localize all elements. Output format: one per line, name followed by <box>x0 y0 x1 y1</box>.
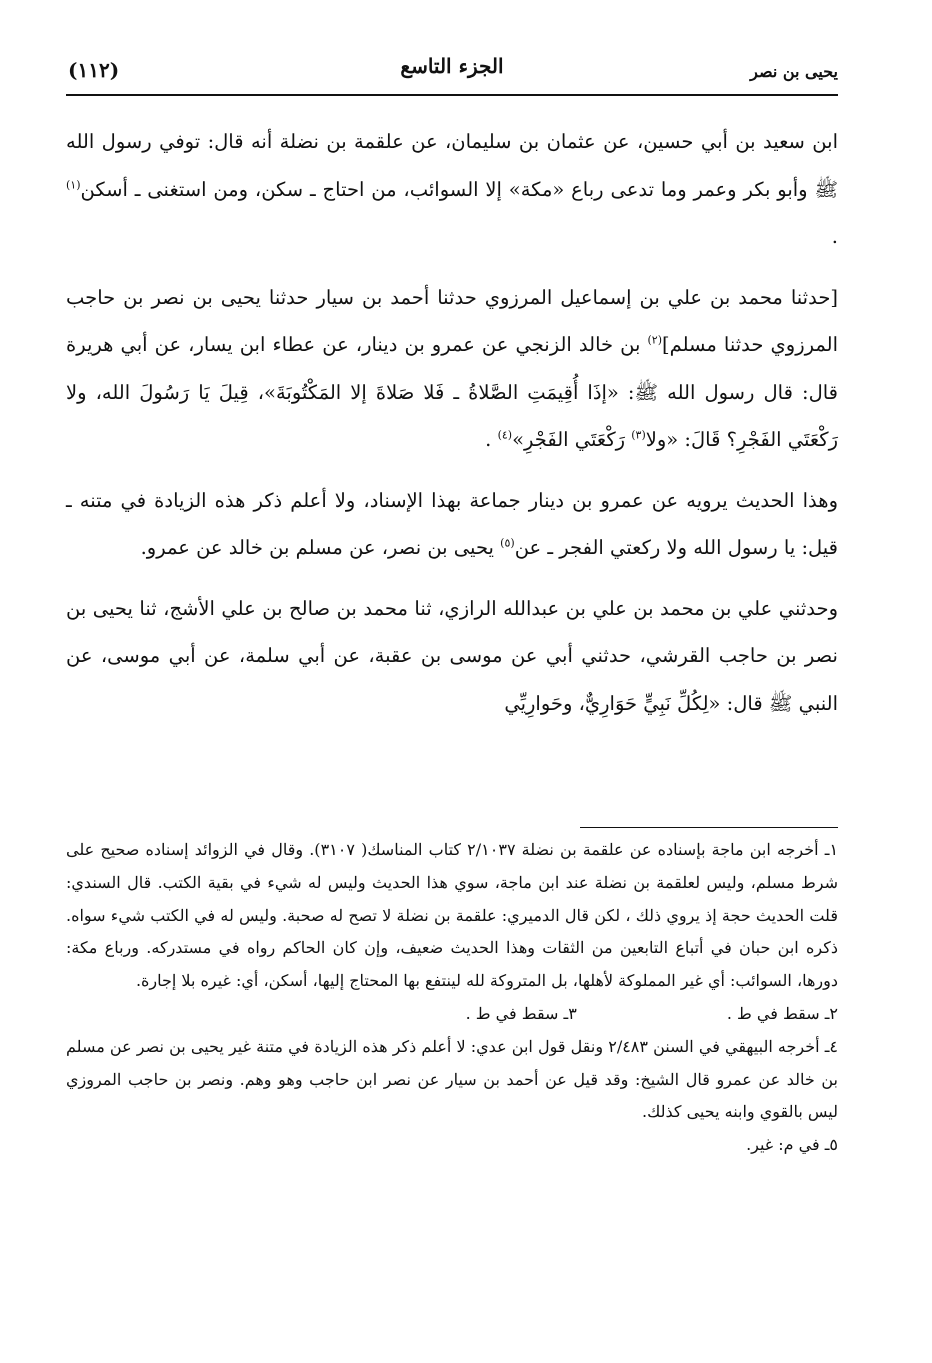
footnote-5: ٥ـ في م: غير. <box>746 1135 838 1155</box>
paragraph-4 <box>66 585 838 728</box>
note-marker-3: (٣) <box>631 428 646 442</box>
footnote-2: ٢ـ سقط في ط . <box>726 1003 838 1023</box>
running-head-author: يحيى بن نصر <box>750 62 838 81</box>
footnotes <box>66 834 838 1162</box>
paragraph-3 <box>66 477 838 572</box>
paragraph-1: ابن سعيد بن أبي حسين، عن عثمان بن سليمان، عن علقمة بن نضلة أنه قال: توفي رسول الله ﷺ وأبو بكر وعمر وما تدعى رباع «مكة» إلا السوائب، من احتاج ـ سكن، ومن استغنى ـ أسكن$^{(١)}$ . <box>66 130 838 248</box>
paragraph-1-text: ابن سعيد بن أبي حسين، عن عثمان بن سليمان، عن علقمة بن نضلة أنه قال: توفي رسول الله ﷺ وأبو بكر وعمر وما تدعى رباع «مكة» إلا السوائب، من احتاج ـ سكن، ومن استغنى ـ أسكن <box>66 130 838 201</box>
main-text <box>66 118 838 740</box>
header-rule <box>66 94 838 96</box>
paragraph-3-text: وهذا الحديث يرويه عن عمرو بن دينار جماعة بهذا الإسناد، ولا أعلم ذكر هذه الزيادة في متنه ـ قيل: يا رسول الله ولا ركعتي الفجر ـ عن <box>66 488 838 559</box>
note-marker-5: (٥) <box>500 536 515 550</box>
paragraph-2-text: بن خالد الزنجي عن عمرو بن دينار، عن عطاء ابن يسار، عن أبي هريرة قال: قال رسول الله ﷺ: «إذَا أُقِيمَتِ الصَّلاةُ ـ فَلا صَلاةَ إلا المَكْتُوبَةَ»، قِيلَ يَا رَسُولَ الله، ولا رَكْعَتَي الفَجْرِ؟ قَالَ: «ولا <box>66 333 838 451</box>
paragraph-2: [حدثنا محمد بن علي بن إسماعيل المرزوي حدثنا أحمد بن سيار حدثنا يحيى بن نصر بن حاجب المرزوي حدثنا مسلم]$^{(٢)}$ بن خالد الزنجي عن عمرو بن دينار، عن عطاء ابن يسار، عن أبي هريرة قال: قال رسول الله ﷺ: «إذَا أُقِيمَتِ الصَّلاةُ ـ فَلا صَلاةَ إلا المَكْتُوبَةَ»، قِيلَ يَا رَسُولَ الله، ولا رَكْعَتَي الفَجْرِ؟ قَالَ: «ولا$^{(٣)}$ رَكْعَتَي الفَجْرِ»$^{(٤)}$ . <box>66 285 839 451</box>
footnote-separator <box>580 827 838 828</box>
footnote-1: ١ـ أخرجه ابن ماجة بإسناده عن علقمة بن نضلة ٢/١٠٣٧ كتاب المناسك( ٣١٠٧). وقال في الزوائد إسناده صحيح على شرط مسلم، وليس لعلقمة بن نضلة عند ابن ماجة، سوي هذا الحديث وليس له شيء في بقية الكتب. قال السندي: قلت الحديث حجة إذ يروي ذلك ، لكن قال الدميري: علقمة بن نضلة لا تصح له صحبة. وليس له في الكتب شيء سواه. ذكره ابن حبان في أتباع التابعين من الثقات وهذا الحديث ضعيف، وإن كان الحاكم رواه في مستدركه. ورباع مكة: دورها، السوائب: أي غير المملوكة لأهلها، بل المتروكة لله لينتفع بها المحتاج إليها، أسكن، أي: غيره بلا إجارة. <box>66 840 839 991</box>
page-header <box>66 44 838 98</box>
book-page <box>66 44 838 1334</box>
running-head-volume: الجزء التاسع <box>400 54 504 78</box>
footnote-3: ٣ـ سقط في ط . <box>465 1003 577 1023</box>
paragraph-4-text: وحدثني علي بن محمد بن علي بن عبدالله الرازي، ثنا محمد بن صالح بن علي الأشج، ثنا يحيى بن نصر بن حاجب القرشي، حدثني أبي عن موسى بن عقبة، عن أبي سلمة، عن أبي موسى، عن النبي ﷺ قال: «لِكُلِّ نَبِيٍّ حَوَارِيٌّ، وحَوارِيِّي <box>66 596 838 715</box>
paragraph-2-isnad: [حدثنا محمد بن علي بن إسماعيل المرزوي حدثنا أحمد بن سيار حدثنا يحيى بن نصر بن حاجب المرزوي حدثنا مسلم] <box>66 285 839 356</box>
footnotes-2-3 <box>66 998 838 1031</box>
page-number: (١١٢) <box>68 58 120 82</box>
paragraph-2-end: رَكْعَتَي الفَجْرِ» <box>512 428 626 451</box>
footnote-4: ٤ـ أخرجه البيهقي في السنن ٢/٤٨٣ ونقل قول ابن عدي: لا أعلم ذكر هذه الزيادة في متنة غير يحيى بن نصر عن مسلم بن خالد عن عمرو قال الشيخ: وقد قيل عن أحمد بن سيار عن نصر ابن حاجب وهو وهم. ونصر بن حاجب المروزي ليس بالقوي وابنه يحيى كذلك. <box>66 1036 838 1122</box>
note-marker-4: (٤) <box>497 428 513 442</box>
note-marker-1: (١) <box>66 178 81 191</box>
paragraph-3-end: يحيى بن نصر، عن مسلم بن خالد عن عمرو. <box>140 536 494 559</box>
note-marker-2: (٢) <box>647 333 662 347</box>
